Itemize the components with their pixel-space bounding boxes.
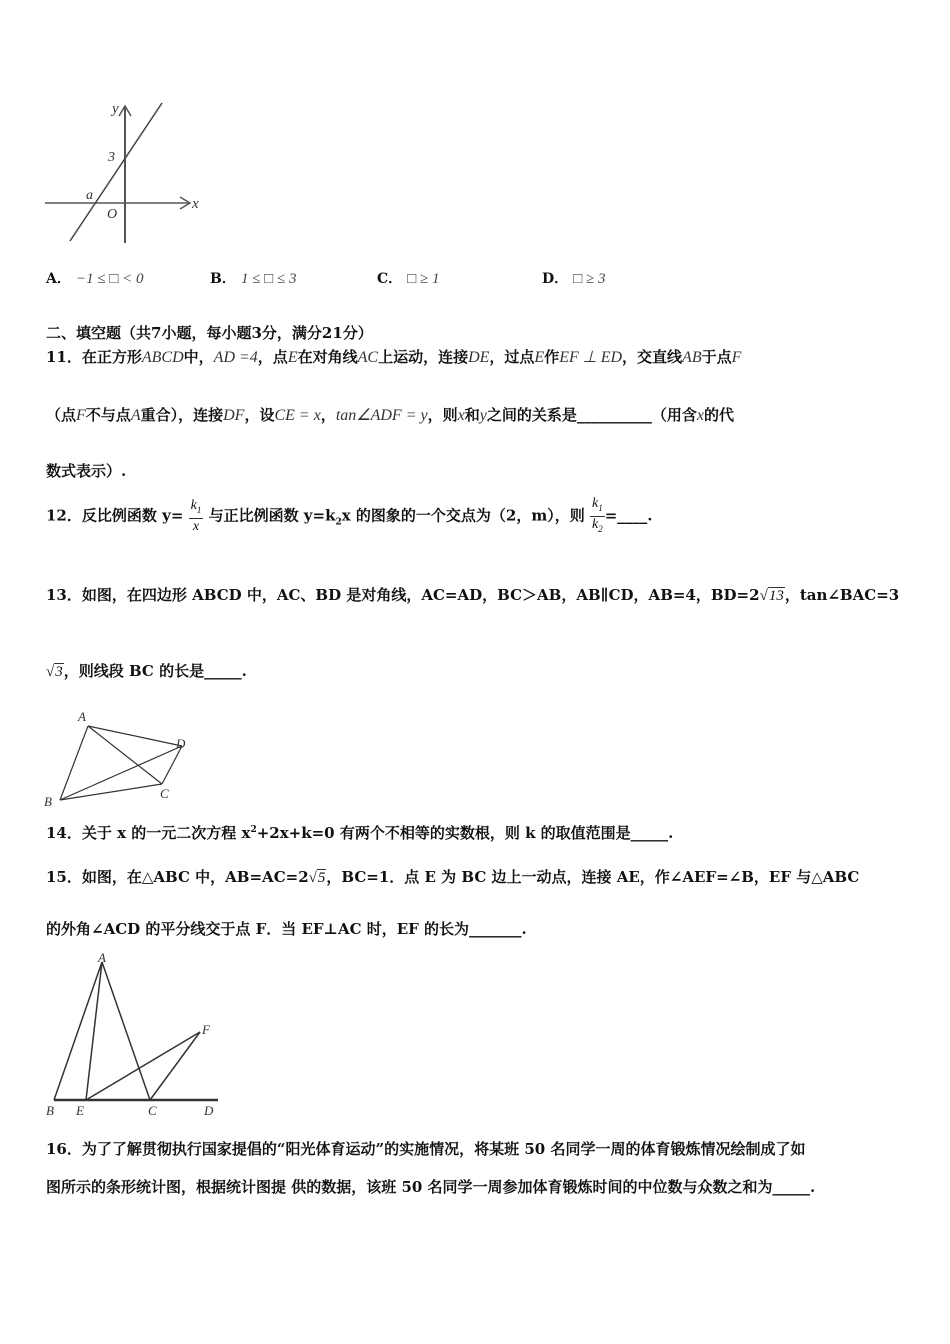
- q15-label-f: F: [202, 1022, 210, 1037]
- q10-option-a[interactable]: [46, 268, 144, 288]
- q15-line1: 15．如图，在△ABC 中，AB=AC=2√5，BC=1．点 E 为 BC 边上一动点，连接 AE，作∠AEF=∠B，EF 与△ABC: [46, 868, 860, 886]
- option-c-label: C．: [377, 271, 403, 287]
- option-d-math: □ ≥ 3: [573, 271, 606, 287]
- label-x: x: [192, 196, 199, 212]
- label-3: 3: [108, 150, 115, 165]
- label-o: O: [107, 207, 118, 222]
- figure-line-graph: [40, 98, 210, 248]
- q15-label-b: B: [46, 1103, 54, 1118]
- q16-line1: 16．为了了解贯彻执行国家提倡的“阳光体育运动”的实施情况，将某班 50 名同学一周的体育锻炼情况绘制成了如: [46, 1140, 806, 1158]
- option-b-label: B．: [210, 271, 236, 287]
- section-heading: 二、填空题（共7小题，每小题3分，满分21分）: [46, 324, 373, 342]
- q10-option-c[interactable]: [377, 268, 440, 288]
- label-a: a: [86, 188, 93, 203]
- q12-line: 12．反比例函数 y= $\frac{k_1}{x}$ 与正比例函数 $y=k_2x$ 的图象的一个交点为（2，m），则 $\frac{k_1}{k_2}$ =____.: [46, 496, 652, 537]
- q15-label-c: C: [148, 1103, 157, 1118]
- option-a-label: A．: [46, 271, 71, 287]
- q13-label-b: B: [44, 794, 52, 809]
- option-d-label: D．: [542, 271, 569, 287]
- label-y: y: [112, 101, 119, 117]
- q11-line1: 11．在正方形ABCD中，AD =4，点E在对角线AC上运动，连接DE，过点E作EF ⊥ ED，交直线AB于点F: [46, 348, 742, 366]
- q14-line: 14．关于 x 的一元二次方程 $x^2+2x+k=0$ 有两个不相等的实数根，则 k 的取值范围是_____.: [46, 824, 674, 842]
- q15-line2: 的外角∠ACD 的平分线交于点 F．当 EF⊥AC 时，EF 的长为_______.: [46, 920, 527, 938]
- q10-option-d[interactable]: [542, 268, 606, 288]
- q13-line1: 13．如图，在四边形 ABCD 中，AC、BD 是对角线，AC=AD，BC＞AB，AB∥CD，AB=4，BD=2√13，tan∠BAC=3: [46, 586, 900, 604]
- q12-fraction-k1-x: $\frac{k_1}{x}$: [190, 497, 202, 534]
- figure-triangle: [40, 948, 222, 1120]
- q13-label-c: C: [160, 786, 169, 801]
- q11-line2: （点F不与点A重合），连接DF，设CE = x，tan∠ADF = y，则x和y之间的关系是__________（用含x的代: [46, 406, 734, 424]
- q16-line2: 图所示的条形统计图，根据统计图提 供的数据，该班 50 名同学一周参加体育锻炼时间的中位数与众数之和为_____.: [46, 1178, 816, 1196]
- q13-line2: √3，则线段 BC 的长是_____.: [46, 662, 247, 680]
- q15-label-a: A: [98, 950, 106, 965]
- q15-label-d: D: [204, 1103, 214, 1118]
- q13-label-a: A: [78, 709, 86, 724]
- figure-quadrilateral: [40, 706, 200, 812]
- option-b-math: 1 ≤ □ ≤ 3: [240, 271, 297, 287]
- q11-line3: 数式表示）.: [46, 462, 127, 480]
- q10-option-b[interactable]: [210, 268, 296, 288]
- option-c-math: □ ≥ 1: [407, 271, 440, 287]
- option-a-math: −1 ≤ □ < 0: [75, 271, 144, 287]
- q15-label-e: E: [76, 1103, 84, 1118]
- q12-fraction-k1-k2: $\frac{k_1}{k_2}$: [591, 496, 603, 534]
- q13-label-d: D: [176, 736, 186, 751]
